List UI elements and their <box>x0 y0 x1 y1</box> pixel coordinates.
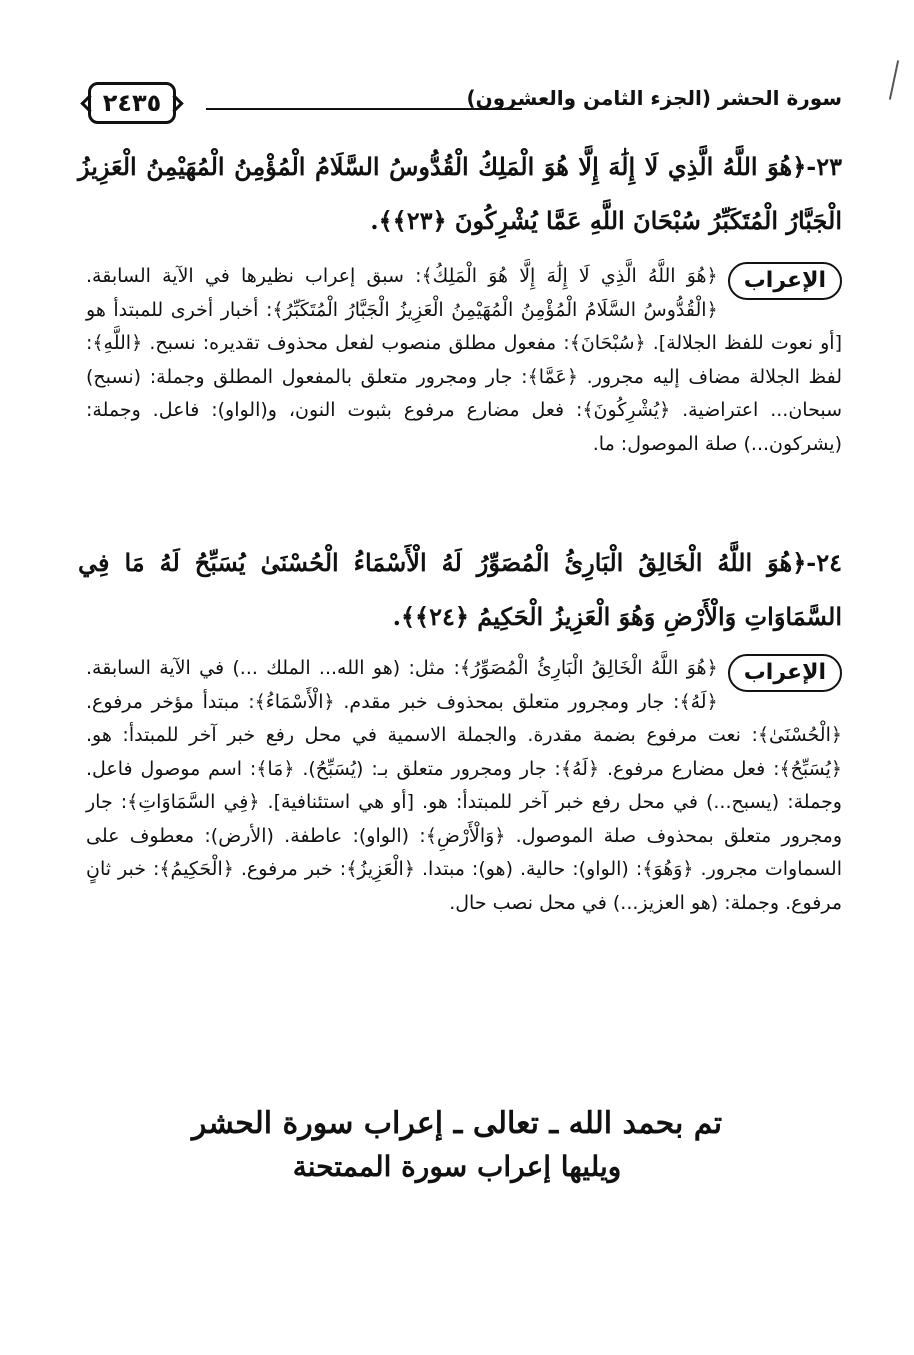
verse-24 <box>78 536 842 644</box>
closing-line-2: ويليها إعراب سورة الممتحنة <box>292 1150 622 1183</box>
irab-24-section <box>86 652 842 920</box>
page-header <box>88 82 842 122</box>
irab-23-section <box>86 260 842 461</box>
verse-23 <box>78 140 842 248</box>
running-title: سورة الحشر (الجزء الثامن والعشرون) <box>466 86 842 110</box>
irab-23-text: ﴿هُوَ اللَّهُ الَّذِي لَا إِلَٰهَ إِلَّا هُوَ الْمَلِكُ﴾: سبق إعراب نظيرها في الآية السابقة. ﴿الْقُدُّوسُ السَّلَامُ الْمُؤْمِنُ الْمُهَيْمِنُ الْعَزِيزُ الْجَبَّارُ الْمُتَكَبِّرُ﴾: أخبار أخرى للمبتدأ هو [أو نعوت للفظ الجلالة]. ﴿سُبْحَانَ﴾: مفعول مطلق منصوب لفعل محذوف تقديره: نسبح. ﴿اللَّهِ﴾: لفظ الجلالة مضاف إليه مجرور. ﴿عَمَّا﴾: جار ومجرور متعلق بالمفعول المطلق وجملة: (نسبح) سبحان... اعتراضية. ﴿يُشْرِكُونَ﴾: فعل مضارع مرفوع بثبوت النون، و(الواو): فاعل. وجملة: (يشركون...) صلة الموصول: ما. <box>86 265 842 455</box>
irab-label: الإعراب <box>728 262 842 300</box>
verse-23-text: ٢٣-﴿هُوَ اللَّهُ الَّذِي لَا إِلَٰهَ إِلَّا هُوَ الْمَلِكُ الْقُدُّوسُ السَّلَامُ الْمُؤْمِنُ الْمُهَيْمِنُ الْعَزِيزُ الْجَبَّارُ الْمُتَكَبِّرُ سُبْحَانَ اللَّهِ عَمَّا يُشْرِكُونَ ﴿٢٣﴾﴾. <box>78 152 842 235</box>
margin-mark <box>889 60 899 100</box>
verse-24-text: ٢٤-﴿هُوَ اللَّهُ الْخَالِقُ الْبَارِئُ الْمُصَوِّرُ لَهُ الْأَسْمَاءُ الْحُسْنَىٰ يُسَبِّحُ لَهُ مَا فِي السَّمَاوَاتِ وَالْأَرْضِ وَهُوَ الْعَزِيزُ الْحَكِيمُ ﴿٢٤﴾﴾. <box>78 548 842 631</box>
closing-line-1: تم بحمد الله ـ تعالى ـ إعراب سورة الحشر <box>191 1106 723 1141</box>
irab-label: الإعراب <box>728 654 842 692</box>
irab-24-text: ﴿هُوَ اللَّهُ الْخَالِقُ الْبَارِئُ الْمُصَوِّرُ﴾: مثل: (هو الله... الملك ...) في الآية السابقة. ﴿لَهُ﴾: جار ومجرور متعلق بمحذوف خبر مقدم. ﴿الْأَسْمَاءُ﴾: مبتدأ مؤخر مرفوع. ﴿الْحُسْنَىٰ﴾: نعت مرفوع بضمة مقدرة. والجملة الاسمية في محل رفع خبر آخر للمبتدأ: هو. ﴿يُسَبِّحُ﴾: فعل مضارع مرفوع. ﴿لَهُ﴾: جار ومجرور متعلق بـ: (يُسَبِّحُ). ﴿مَا﴾: اسم موصول فاعل. وجملة: (يسبح...) في محل رفع خبر آخر للمبتدأ: هو. [أو هي استئنافية]. ﴿فِي السَّمَاوَاتِ﴾: جار ومجرور متعلق بمحذوف صلة الموصول. ﴿وَالْأَرْضِ﴾: (الواو): عاطفة. (الأرض): معطوف على السماوات مجرور. ﴿وَهُوَ﴾: (الواو): حالية. (هو): مبتدا. ﴿الْعَزِيزُ﴾: خبر مرفوع. ﴿الْحَكِيمُ﴾: خبر ثانٍ مرفوع. وجملة: (هو العزيز...) في محل نصب حال. <box>86 657 842 914</box>
page-number: ٢٤٣٥ <box>88 82 176 124</box>
